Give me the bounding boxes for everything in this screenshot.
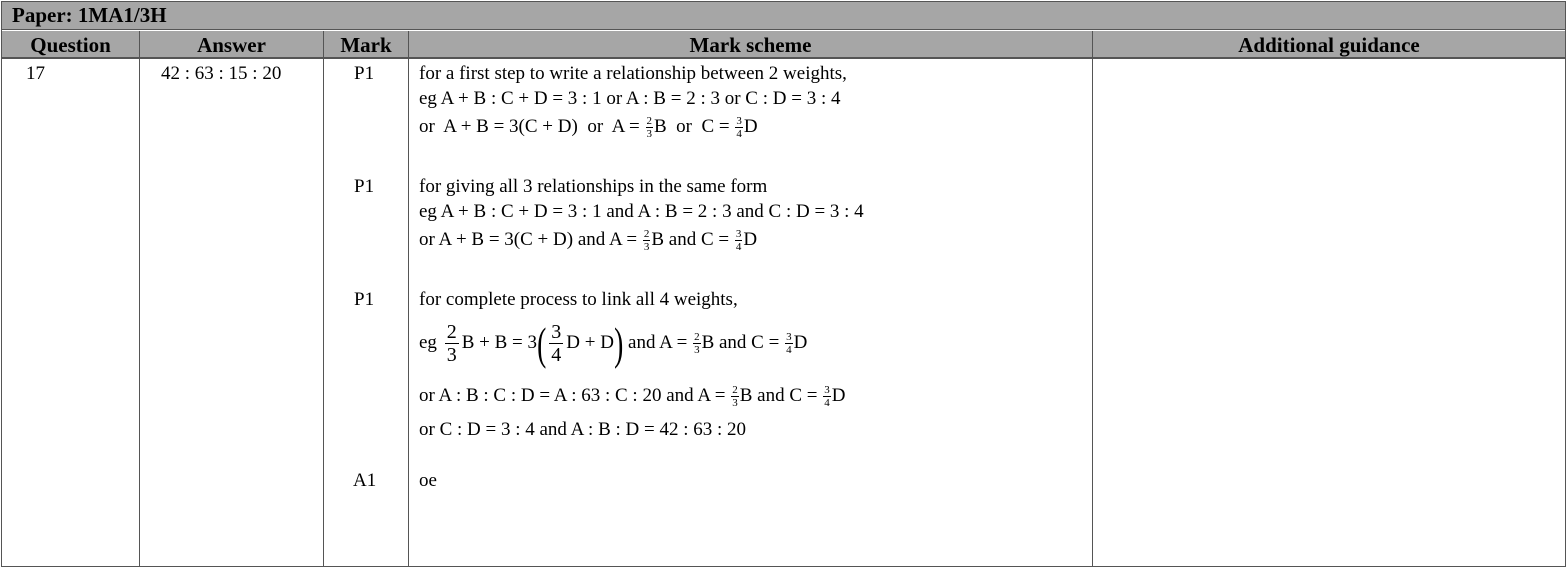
scheme-1-line-2: eg A + B : C + D = 3 : 1 or A : B = 2 : 3 or C : D = 3 : 4: [419, 88, 841, 109]
fraction-numerator: 2: [643, 228, 650, 241]
scheme-2-line-3: [419, 227, 757, 253]
answer-value: 42 : 63 : 15 : 20: [161, 63, 282, 84]
question-number: 17: [26, 63, 45, 84]
column-divider: [139, 31, 140, 566]
mark-p1-second: P1: [354, 176, 375, 197]
fraction-two-thirds: [643, 228, 651, 253]
scheme-text: or A + B = 3(C + D) and A =: [419, 229, 642, 250]
mark-p1-third: P1: [354, 289, 375, 310]
fraction-denominator: 4: [735, 241, 742, 254]
scheme-text: D: [743, 116, 758, 137]
scheme-2-line-1: for giving all 3 relationships in the same form: [419, 176, 768, 197]
scheme-1-line-1: for a first step to write a relationship between 2 weights,: [419, 63, 847, 84]
scheme-text: B and C =: [701, 332, 785, 353]
fraction-denominator: 3: [694, 344, 700, 357]
fraction-denominator: 3: [732, 397, 738, 410]
column-divider: [1092, 31, 1093, 566]
fraction-numerator: 2: [732, 384, 738, 397]
fraction-denominator: 3: [643, 241, 650, 254]
fraction-denominator: 4: [786, 344, 792, 357]
column-divider: [323, 31, 324, 566]
left-parenthesis: (: [537, 317, 547, 369]
scheme-3-line-3: [419, 383, 845, 409]
fraction-numerator: 2: [446, 321, 457, 344]
fraction-denominator: 4: [551, 344, 562, 367]
fraction-denominator: 3: [446, 344, 457, 367]
header-question: Question: [2, 31, 139, 59]
scheme-text: B and C =: [651, 229, 734, 250]
large-fraction-three-quarters: [549, 321, 563, 366]
header-mark: Mark: [324, 31, 408, 59]
scheme-text: and A =: [628, 332, 693, 353]
fraction-two-thirds: [646, 115, 654, 140]
scheme-3-line-1: for complete process to link all 4 weights,: [419, 289, 738, 310]
fraction-two-thirds: [693, 331, 701, 356]
fraction-numerator: 2: [646, 115, 652, 128]
fraction-denominator: 4: [736, 128, 742, 141]
fraction-three-quarters: [785, 331, 793, 356]
fraction-numerator: 3: [786, 331, 792, 344]
scheme-1-line-3: [419, 114, 758, 140]
fraction-three-quarters: [823, 384, 831, 409]
right-parenthesis: ): [614, 317, 624, 369]
mark-scheme-table: [1, 1, 1566, 567]
scheme-text: D: [743, 229, 758, 250]
fraction-numerator: 3: [736, 115, 742, 128]
scheme-text: D: [793, 332, 808, 353]
scheme-text: eg: [419, 332, 437, 353]
large-fraction-two-thirds: [445, 321, 459, 366]
fraction-numerator: 3: [824, 384, 830, 397]
scheme-text: B and C =: [739, 385, 823, 406]
fraction-denominator: 4: [824, 397, 830, 410]
mark-p1-first: P1: [354, 63, 375, 84]
header-mark-scheme: Mark scheme: [409, 31, 1092, 59]
mark-a1: A1: [353, 470, 377, 491]
column-divider: [408, 31, 409, 566]
fraction-three-quarters: [735, 228, 743, 253]
fraction-three-quarters: [735, 115, 743, 140]
scheme-3-equation: [419, 314, 807, 372]
scheme-2-line-2: eg A + B : C + D = 3 : 1 and A : B = 2 : 3 and C : D = 3 : 4: [419, 201, 864, 222]
header-answer: Answer: [140, 31, 323, 59]
scheme-text: B + B = 3: [461, 332, 537, 353]
scheme-3-line-4: or C : D = 3 : 4 and A : B : D = 42 : 63 : 20: [419, 419, 747, 440]
header-additional-guidance: Additional guidance: [1093, 31, 1565, 59]
paper-title: Paper: 1MA1/3H: [2, 2, 1565, 30]
scheme-text: or A : B : C : D = A : 63 : C : 20 and A =: [419, 385, 731, 406]
scheme-text: D: [831, 385, 846, 406]
fraction-two-thirds: [731, 384, 739, 409]
scheme-text: or A + B = 3(C + D) or A =: [419, 116, 645, 137]
fraction-numerator: 2: [694, 331, 700, 344]
scheme-text: D + D: [566, 332, 614, 353]
fraction-denominator: 3: [646, 128, 652, 141]
fraction-numerator: 3: [551, 321, 562, 344]
scheme-4-line-1: oe: [419, 470, 437, 491]
scheme-text: B or C =: [654, 116, 735, 137]
fraction-numerator: 3: [735, 228, 742, 241]
